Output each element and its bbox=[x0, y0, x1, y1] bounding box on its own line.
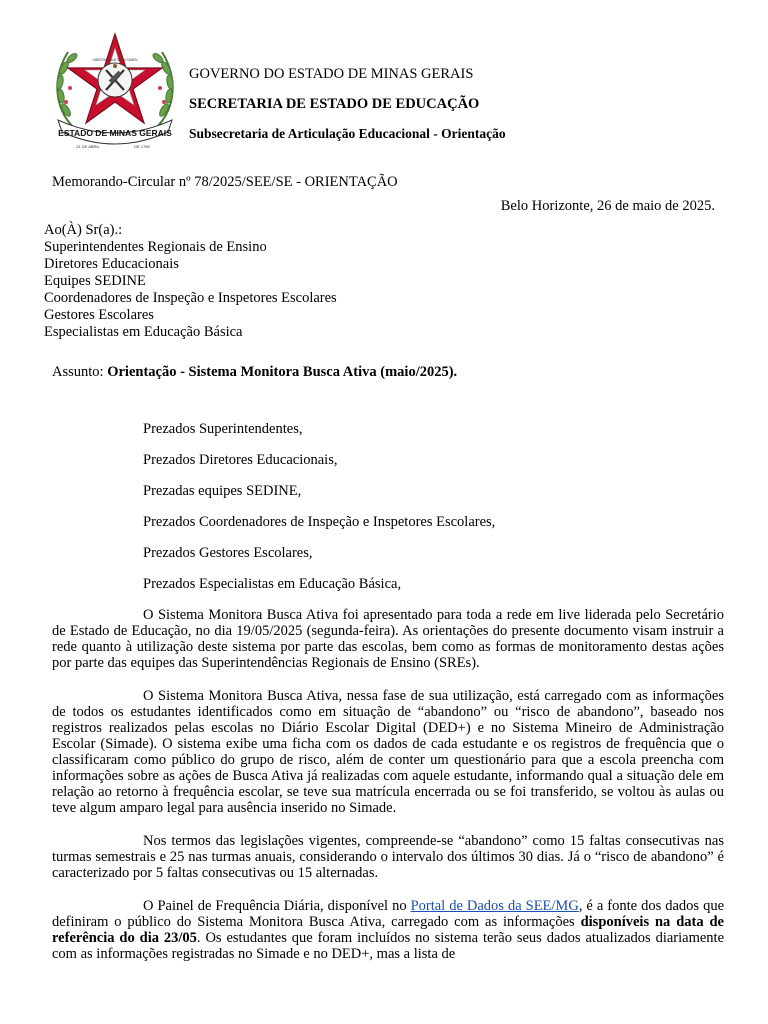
laurel-branch-left bbox=[56, 52, 79, 128]
greeting-line: Prezados Coordenadores de Inspeção e Inspetores Escolares, bbox=[143, 514, 496, 530]
government-title: GOVERNO DO ESTADO DE MINAS GERAIS bbox=[189, 66, 474, 82]
greeting-line: Prezados Diretores Educacionais, bbox=[143, 452, 338, 468]
recipient-item: Superintendentes Regionais de Ensino bbox=[44, 239, 267, 255]
paragraph-4-end: . Os estudantes que foram incluídos no sistema terão seus dados atualizados diariamente com as informações registradas no Simade e no DED+, mas a lista de bbox=[52, 930, 724, 962]
recipient-item: Diretores Educacionais bbox=[44, 256, 179, 272]
subject-label: Assunto: bbox=[52, 364, 108, 380]
paragraph-3: Nos termos das legislações vigentes, compreende-se “abandono” como 15 faltas consecutivas nas turmas semestrais e 25 nas turmas anuais, considerando o intervalo dos últimos 30 dias. Já o “risco de abandono” é caracterizado por 5 faltas consecutivas ou 15 alternadas. bbox=[52, 833, 724, 881]
recipient-item: Coordenadores de Inspeção e Inspetores Escolares bbox=[44, 290, 337, 306]
subject-line bbox=[52, 364, 457, 381]
subject-text: Orientação - Sistema Monitora Busca Ativa (maio/2025). bbox=[107, 364, 458, 380]
recipients-salutation: Ao(À) Sr(a).: bbox=[44, 222, 123, 238]
paragraph-4-start: O Painel de Frequência Diária, disponível no bbox=[143, 898, 411, 914]
ribbon-text: ESTADO DE MINAS GERAIS bbox=[58, 128, 172, 138]
laurel-branch-right bbox=[151, 52, 174, 128]
recipient-item: Especialistas em Educação Básica bbox=[44, 324, 243, 340]
body-text bbox=[52, 607, 724, 979]
recipient-item: Gestores Escolares bbox=[44, 307, 154, 323]
recipient-item: Equipes SEDINE bbox=[44, 273, 146, 289]
secretariat-title: SECRETARIA DE ESTADO DE EDUCAÇÃO bbox=[189, 96, 480, 112]
greeting-line: Prezados Especialistas em Educação Básica, bbox=[143, 576, 402, 592]
greeting-line: Prezados Superintendentes, bbox=[143, 421, 303, 437]
coat-of-arms-logo bbox=[44, 28, 186, 150]
paragraph-2: O Sistema Monitora Busca Ativa, nessa fase de sua utilização, está carregado com as informações de todos os estudantes identificados como em situação de “abandono” ou “risco de abandono”, baseado nos registros realizados pelas escolas no Diário Escolar Digital (DED+) e no Sistema Mineiro de Administração Escolar (Simade). O sistema exibe uma ficha com os dados de cada estudante e os registros de frequência que o classificaram como público do grupo de risco, além de conter um questionário para que a escola preencha com informações sobre as ações de Busca Ativa já realizadas com aquele estudante, informando qual a situação dele em relação ao retorno à frequência escolar, se teve sua matrícula encerrada ou se foi transferido, se voltou às aulas ou teve algum amparo legal para ausência inserido no Simade. bbox=[52, 688, 724, 816]
recipients-block bbox=[44, 222, 544, 341]
crest-date-left: 21 DE ABRIL bbox=[76, 144, 100, 149]
crest-date-right: DE 1789 bbox=[134, 144, 150, 149]
letterhead bbox=[189, 66, 749, 142]
greeting-line: Prezados Gestores Escolares, bbox=[143, 545, 313, 561]
greeting-line: Prezadas equipes SEDINE, bbox=[143, 483, 302, 499]
crest-motto: LIBERTAS QUÆ SERA TAMEN bbox=[92, 58, 138, 62]
paragraph-4-mid: , é a fonte dos dados que definiram o público do Sistema Monitora Busca Ativa, carregado com as informações bbox=[52, 898, 724, 930]
paragraph-1: O Sistema Monitora Busca Ativa foi apresentado para toda a rede em live liderada pelo Secretário de Estado de Educação, no dia 19/05/2025 (segunda-feira). As orientações do presente documento visam instruir a rede quanto à utilização deste sistema por parte das escolas, bem como as formas de monitoramento destas ações por parte das equipes das Superintendências Regionais de Ensino (SREs). bbox=[52, 607, 724, 671]
memo-number: Memorando-Circular nº 78/2025/SEE/SE - ORIENTAÇÃO bbox=[52, 174, 398, 190]
paragraph-4-bold: disponíveis na data de referência do dia 23/05 bbox=[52, 914, 724, 946]
portal-de-dados-link[interactable]: Portal de Dados da SEE/MG bbox=[410, 898, 579, 914]
document-date: Belo Horizonte, 26 de maio de 2025. bbox=[500, 198, 715, 214]
subsecretariat-title: Subsecretaria de Articulação Educacional - Orientação bbox=[189, 126, 506, 141]
paragraph-4 bbox=[52, 898, 724, 962]
greetings-block bbox=[143, 421, 703, 607]
